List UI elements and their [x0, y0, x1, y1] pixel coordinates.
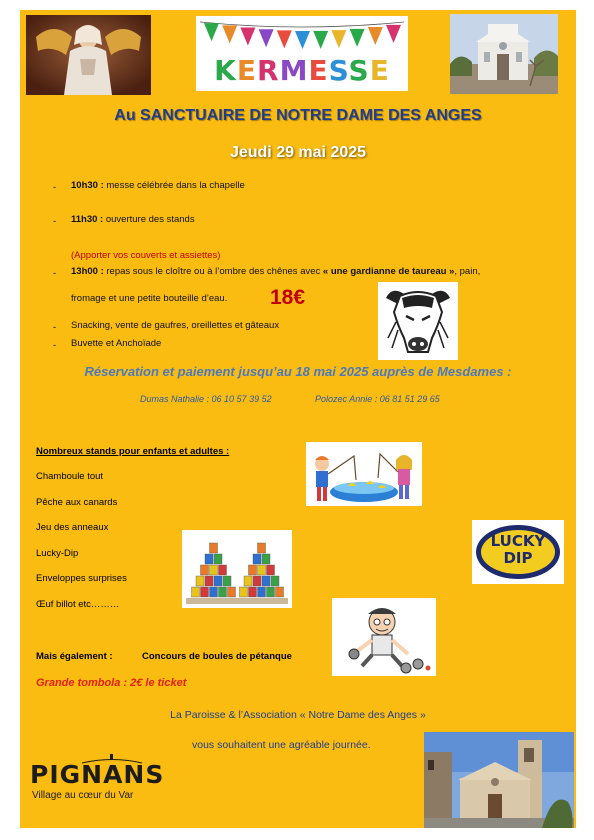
- stand-item: Pêche aux canards: [36, 497, 118, 508]
- bullet: -: [53, 322, 57, 333]
- tin-can: [201, 565, 209, 575]
- raffle-text: Grande tombola : 2€ le ticket: [36, 677, 187, 689]
- tin-can: [253, 554, 261, 564]
- kermesse-title: [196, 54, 408, 87]
- kermesse-letter: R: [257, 54, 280, 87]
- pignans-tagline: Village au cœur du Var: [32, 790, 134, 801]
- pennant-flag: [368, 27, 383, 45]
- kermesse-letter: K: [214, 54, 237, 87]
- pennant-flag: [350, 29, 365, 47]
- tin-can: [267, 587, 275, 597]
- tin-can: [249, 565, 257, 575]
- virgin-statue-photo: [26, 15, 151, 95]
- stand-item: Jeu des anneaux: [36, 522, 109, 533]
- schedule-item-meal: [71, 266, 521, 277]
- petanque-player-illustration: [332, 598, 436, 676]
- sanctuary-photo: [450, 14, 558, 94]
- pennant-flag: [204, 23, 219, 41]
- tin-can: [240, 587, 248, 597]
- tin-can: [192, 587, 200, 597]
- tin-can: [219, 565, 227, 575]
- duck-fishing-illustration: [306, 442, 422, 506]
- tin-can: [271, 576, 279, 586]
- tin-can: [214, 554, 222, 564]
- lucky-dip-line1: LUCKY: [490, 532, 546, 550]
- reservation-text: Réservation et paiement jusqu’au 18 mai 2025 auprès de Mesdames :: [84, 364, 512, 379]
- tin-can: [258, 587, 266, 597]
- tin-can: [253, 576, 261, 586]
- tin-can: [210, 565, 218, 575]
- pennant-flag: [240, 28, 255, 46]
- schedule-item-bar: Buvette et Anchoïade: [71, 338, 162, 349]
- shelf: [186, 598, 288, 604]
- tin-can: [223, 576, 231, 586]
- schedule-text: , pain,: [454, 266, 481, 277]
- bullet: -: [53, 268, 57, 279]
- lucky-dip-line2: DIP: [503, 549, 533, 567]
- bullet: -: [53, 216, 57, 227]
- contact-polozec: Polozec Annie : 06 81 51 29 65: [315, 394, 440, 404]
- tin-can: [214, 576, 222, 586]
- pennant-flag: [222, 25, 237, 43]
- schedule-text: repas sous le cloître ou à l’ombre des chênes avec: [103, 266, 323, 277]
- kermesse-letter: E: [369, 54, 390, 87]
- kermesse-letter: M: [279, 54, 309, 87]
- kermesse-letter: S: [328, 54, 349, 87]
- association-line: La Paroisse & l’Association « Notre Dame des Anges »: [170, 709, 426, 721]
- tin-can: [196, 576, 204, 586]
- bull-drawing: [378, 282, 458, 360]
- lucky-dip-logo: [472, 520, 564, 584]
- schedule-time: 10h30 :: [71, 180, 104, 191]
- stand-item: Œuf billot etc………: [36, 599, 120, 610]
- pignans-wordmark: PIGNANS: [30, 760, 165, 789]
- schedule-time: 13h00 :: [71, 266, 104, 277]
- tin-can: [205, 554, 213, 564]
- schedule-text: ouverture des stands: [103, 214, 195, 225]
- petanque-contest: Concours de boules de pétanque: [142, 651, 292, 662]
- tin-can: [205, 576, 213, 586]
- tin-cans-pyramid-illustration: [182, 530, 292, 608]
- meal-price: 18€: [270, 286, 306, 309]
- tin-can: [201, 587, 209, 597]
- tin-can: [267, 565, 275, 575]
- pennant-flag: [386, 25, 401, 43]
- meal-line2: fromage et une petite bouteille d’eau.: [71, 293, 228, 304]
- tin-can: [228, 587, 236, 597]
- contact-dumas: Dumas Nathalie : 06 10 57 39 52: [140, 394, 272, 404]
- kermesse-letter: E: [308, 54, 329, 87]
- schedule-item-stands: [71, 214, 195, 225]
- kermesse-letter: S: [348, 54, 370, 87]
- pennant-flag: [295, 31, 310, 49]
- stand-item: Lucky-Dip: [36, 548, 79, 559]
- cutlery-note: (Apporter vos couverts et assiettes): [71, 250, 221, 261]
- stand-item: Enveloppes surprises: [36, 573, 127, 584]
- schedule-item-mass: [71, 180, 245, 191]
- bullet: -: [53, 182, 57, 193]
- event-date: Jeudi 29 mai 2025: [229, 144, 367, 161]
- tin-can: [210, 587, 218, 597]
- tin-can: [210, 543, 218, 553]
- tin-can: [219, 587, 227, 597]
- schedule-item-snacks: Snacking, vente de gaufres, oreillettes et gâteaux: [71, 320, 280, 331]
- tin-can: [258, 543, 266, 553]
- bullet: -: [53, 340, 57, 351]
- stand-item: Chamboule tout: [36, 471, 104, 482]
- meal-dish: « une gardianne de taureau »: [322, 266, 455, 277]
- pennant-flag: [313, 31, 328, 49]
- kermesse-banner: [196, 16, 408, 91]
- schedule-text: messe célébrée dans la chapelle: [103, 180, 245, 191]
- tin-can: [262, 554, 270, 564]
- tin-can: [262, 576, 270, 586]
- stands-title: Nombreux stands pour enfants et adultes :: [36, 446, 230, 457]
- tin-can: [249, 587, 257, 597]
- also-label: Mais également :: [36, 651, 113, 662]
- kermesse-poster: [20, 10, 576, 828]
- pignans-logo: [30, 754, 170, 804]
- pennant-garland-icon: [196, 16, 408, 52]
- sanctuary-title: Au SANCTUAIRE DE NOTRE DAME DES ANGES: [114, 107, 482, 124]
- lucky-dip-text: [472, 533, 564, 567]
- kermesse-letter: E: [236, 54, 258, 87]
- village-church-photo: [424, 732, 574, 828]
- pennant-flag: [277, 30, 292, 48]
- pennant-flag: [331, 30, 346, 48]
- pennant-flag: [259, 29, 274, 47]
- tin-can: [258, 565, 266, 575]
- tin-can: [276, 587, 284, 597]
- wish-line: vous souhaitent une agréable journée.: [192, 739, 371, 751]
- schedule-time: 11h30 :: [71, 214, 104, 225]
- tin-can: [244, 576, 252, 586]
